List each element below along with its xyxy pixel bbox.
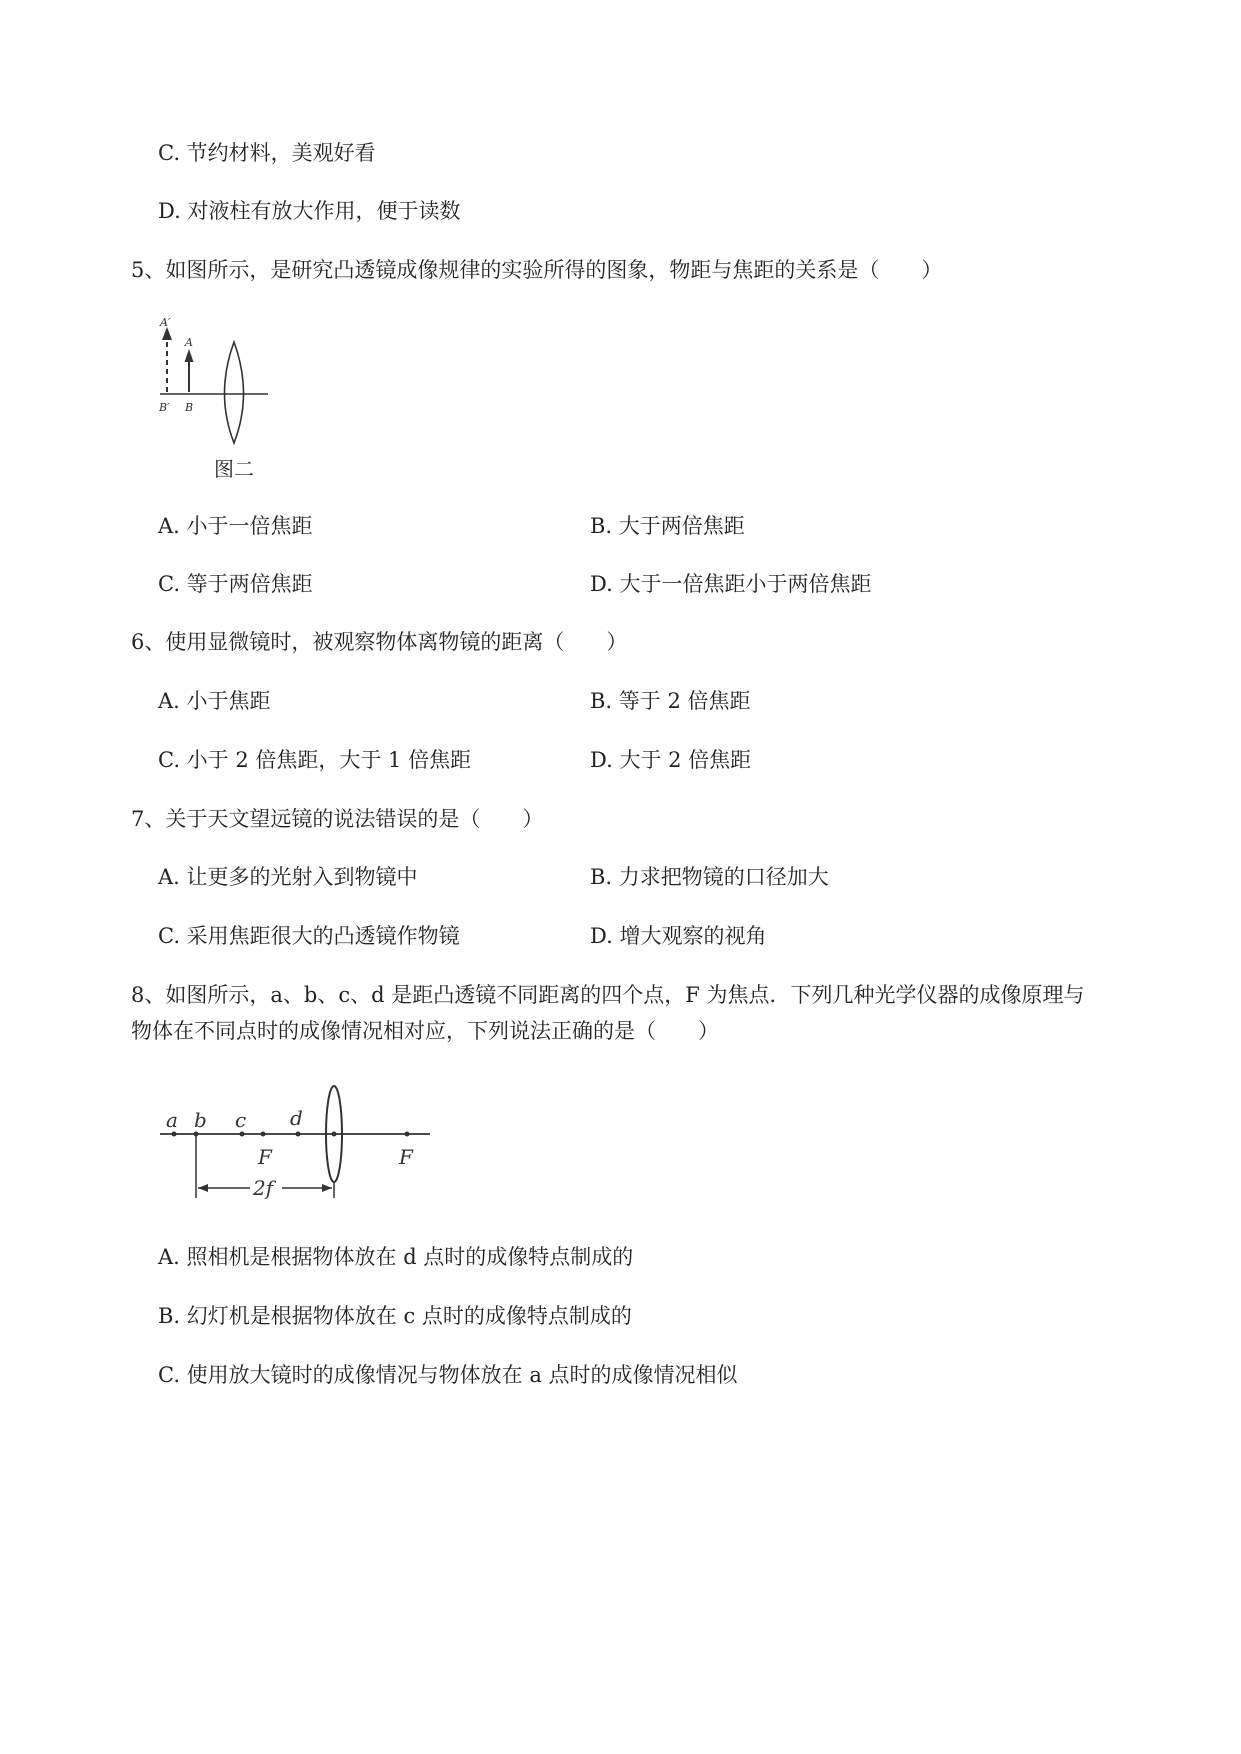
q6-option-b: B. 等于 2 倍焦距 — [590, 689, 751, 713]
q5-lens-diagram — [150, 312, 280, 487]
q8-label-a: a — [166, 1108, 178, 1132]
q6-stem: 6、使用显微镜时，被观察物体离物镜的距离（ ） — [131, 630, 628, 654]
q8-stem-line1: 8、如图所示，a、b、c、d 是距凸透镜不同距离的四个点，F 为焦点．下列几种光学仪器的成像原理与 — [131, 983, 1085, 1007]
q8-label-2f: 2f — [253, 1176, 274, 1200]
q8-option-c: C. 使用放大镜时的成像情况与物体放在 a 点时的成像情况相似 — [158, 1363, 738, 1387]
q5-option-a: A. 小于一倍焦距 — [158, 514, 313, 538]
q5-label-a-prime: A′ — [160, 316, 171, 329]
q5-label-b-prime: B′ — [159, 401, 170, 414]
q8-option-b: B. 幻灯机是根据物体放在 c 点时的成像特点制成的 — [158, 1304, 632, 1328]
q5-label-b: B — [185, 401, 194, 414]
q7-stem: 7、关于天文望远镜的说法错误的是（ ） — [131, 807, 544, 831]
q8-label-f-right: F — [399, 1145, 413, 1169]
q7-option-a: A. 让更多的光射入到物镜中 — [158, 865, 418, 889]
q8-stem-line2: 物体在不同点时的成像情况相对应，下列说法正确的是（ ） — [131, 1019, 719, 1043]
q8-option-a: A. 照相机是根据物体放在 d 点时的成像特点制成的 — [158, 1245, 634, 1269]
q5-option-d: D. 大于一倍焦距小于两倍焦距 — [590, 572, 872, 596]
q5-figure-caption: 图二 — [214, 457, 254, 481]
q8-label-d: d — [290, 1106, 303, 1130]
q6-option-c: C. 小于 2 倍焦距，大于 1 倍焦距 — [158, 748, 472, 772]
q8-lens-diagram — [150, 1078, 450, 1206]
q5-label-a: A — [185, 336, 193, 349]
q7-option-d: D. 增大观察的视角 — [590, 924, 767, 948]
q8-label-c: c — [235, 1108, 247, 1132]
q6-option-d: D. 大于 2 倍焦距 — [590, 748, 752, 772]
q5-option-c: C. 等于两倍焦距 — [158, 572, 313, 596]
q4-option-c: C. 节约材料，美观好看 — [158, 141, 376, 165]
q4-option-d: D. 对液柱有放大作用，便于读数 — [158, 199, 461, 223]
q6-option-a: A. 小于焦距 — [158, 689, 271, 713]
q7-option-b: B. 力求把物镜的口径加大 — [590, 865, 829, 889]
q8-label-b: b — [194, 1108, 207, 1132]
q7-option-c: C. 采用焦距很大的凸透镜作物镜 — [158, 924, 460, 948]
q5-stem: 5、如图所示，是研究凸透镜成像规律的实验所得的图象，物距与焦距的关系是（ ） — [131, 258, 943, 282]
q8-label-f-left: F — [258, 1145, 272, 1169]
q5-option-b: B. 大于两倍焦距 — [590, 514, 745, 538]
